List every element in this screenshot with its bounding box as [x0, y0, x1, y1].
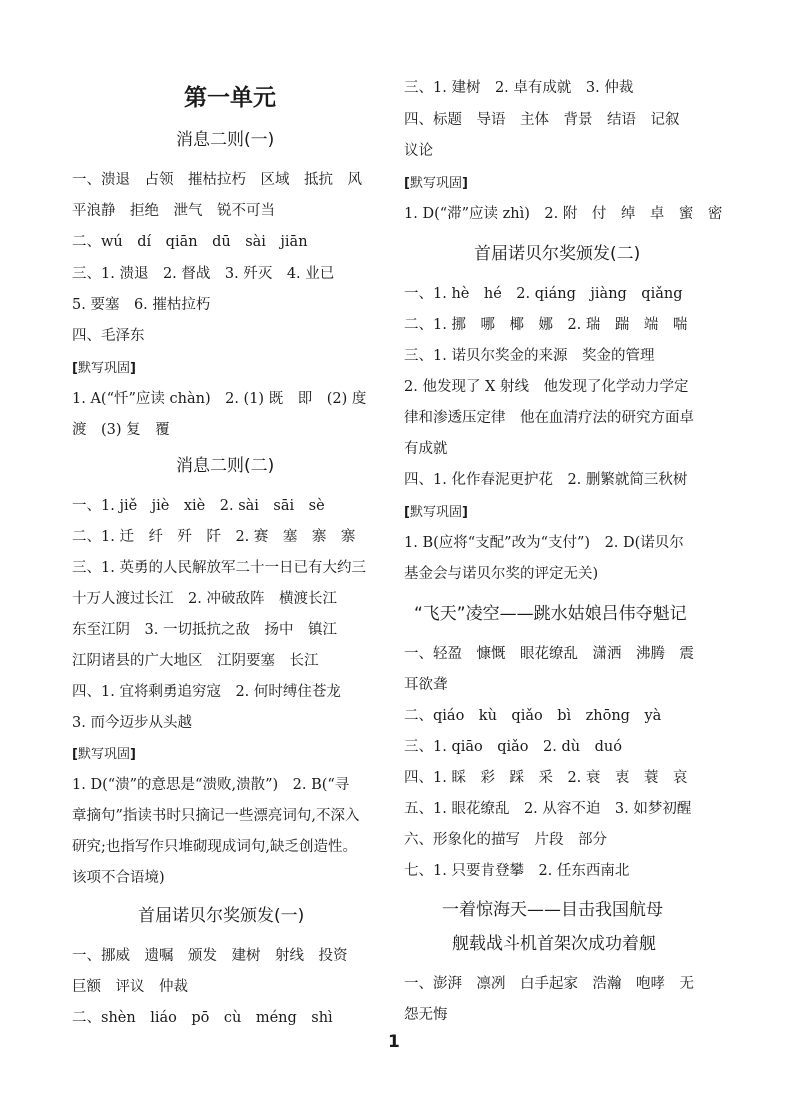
- answer-line: 六、形象化的描写 片段 部分: [404, 832, 607, 848]
- answer-line: 怨无悔: [404, 1007, 448, 1023]
- answer-line: 四、毛泽东: [72, 328, 145, 344]
- answer-line: 东至江阴 3. 一切抵抗之敌 扬中 镇江: [72, 622, 337, 638]
- answer-line: 基金会与诺贝尔奖的评定无关): [404, 566, 599, 582]
- answer-line: 三、1. 溃退 2. 督战 3. 歼灭 4. 业已: [72, 266, 335, 282]
- answer-line: 七、1. 只要肯登攀 2. 任东西南北: [404, 863, 630, 879]
- unit-title: 第一单元: [184, 85, 276, 111]
- answer-line: 三、1. 建树 2. 卓有成就 3. 仲裁: [404, 80, 634, 96]
- answer-line: 一、挪威 遗嘱 颁发 建树 射线 投资: [72, 948, 348, 964]
- answer-line: 5. 要塞 6. 摧枯拉朽: [72, 297, 211, 313]
- answer-line: 三、1. 诺贝尔奖金的来源 奖金的管理: [404, 348, 655, 364]
- review-tag: [默写巩固]: [404, 176, 468, 191]
- section-title-nobel-1: 首届诺贝尔奖颁发(一): [138, 906, 305, 926]
- answer-line: 四、1. 睬 彩 踩 采 2. 衰 衷 蓑 哀: [404, 770, 688, 786]
- answer-line: 江阴诸县的广大地区 江阴要塞 长江: [72, 653, 319, 669]
- answer-line: 一、轻盈 慷慨 眼花缭乱 潇洒 沸腾 震: [404, 646, 694, 662]
- answer-line: 二、1. 挪 哪 椰 娜 2. 瑞 踹 端 喘: [404, 317, 688, 333]
- answer-line: 二、wú dí qiān dū sài jiān: [72, 234, 308, 250]
- answer-line: 有成就: [404, 441, 448, 457]
- answer-line: 二、shèn liáo pō cù méng shì: [72, 1010, 333, 1026]
- page-number: 1: [388, 1032, 400, 1052]
- answer-line: 2. 他发现了 X 射线 他发现了化学动力学定: [404, 379, 689, 395]
- answer-line: 耳欲聋: [404, 677, 448, 693]
- answer-line: 议论: [404, 143, 433, 159]
- answer-line: 二、1. 迁 纤 歼 阡 2. 赛 塞 寨 寨: [72, 529, 356, 545]
- section-title-news-1: 消息二则(一): [176, 130, 275, 150]
- section-title-carrier-1: 一着惊海天——目击我国航母: [442, 900, 663, 920]
- section-title-news-2: 消息二则(二): [176, 456, 275, 476]
- answer-line: 四、标题 导语 主体 背景 结语 记叙: [404, 112, 680, 128]
- answer-line: 五、1. 眼花缭乱 2. 从容不迫 3. 如梦初醒: [404, 801, 692, 817]
- review-tag: [默写巩固]: [72, 361, 136, 376]
- answer-line: 十万人渡过长江 2. 冲破敌阵 横渡长江: [72, 591, 337, 607]
- answer-line: 章摘句”指读书时只摘记一些漂亮词句,不深入: [72, 808, 360, 824]
- answer-line: 研究;也指写作只堆砌现成词句,缺乏创造性。: [72, 839, 357, 855]
- answer-line: 1. A(“忏”应读 chàn) 2. (1) 既 即 (2) 度: [72, 391, 367, 407]
- review-tag: [默写巩固]: [72, 747, 136, 762]
- answer-line: 三、1. 英勇的人民解放军二十一日已有大约三: [72, 560, 366, 576]
- answer-line: 1. D(“溃”的意思是“溃败,溃散”) 2. B(“寻: [72, 777, 350, 793]
- answer-line: 1. B(应将“支配”改为“支付”) 2. D(诺贝尔: [404, 535, 684, 551]
- answer-line: 3. 而今迈步从头越: [72, 715, 192, 731]
- answer-line: 一、溃退 占领 摧枯拉朽 区域 抵抗 风: [72, 172, 362, 188]
- answer-line: 该项不合语境): [72, 870, 165, 886]
- answer-line: 渡 (3) 复 覆: [72, 422, 170, 438]
- answer-line: 律和渗透压定律 他在血清疗法的研究方面卓: [404, 410, 694, 426]
- answer-line: 二、qiáo kù qiǎo bì zhōng yà: [404, 708, 662, 724]
- answer-line: 平浪静 拒绝 泄气 锐不可当: [72, 203, 275, 219]
- answer-line: 四、1. 宜将剩勇追穷寇 2. 何时缚住苍龙: [72, 684, 341, 700]
- answer-line: 三、1. qiāo qiǎo 2. dù duó: [404, 739, 622, 755]
- answer-line: 一、1. hè hé 2. qiáng jiàng qiǎng: [404, 286, 683, 302]
- answer-line: 一、1. jiě jiè xiè 2. sài sāi sè: [72, 498, 325, 514]
- section-title-nobel-2: 首届诺贝尔奖颁发(二): [474, 244, 641, 264]
- answer-line: 巨额 评议 仲裁: [72, 979, 188, 995]
- answer-line: 1. D(“滞”应读 zhì) 2. 附 付 绰 卓 蜜 密: [404, 206, 723, 222]
- answer-line: 四、1. 化作春泥更护花 2. 删繁就简三秋树: [404, 472, 688, 488]
- section-title-carrier-2: 舰载战斗机首架次成功着舰: [452, 934, 656, 954]
- answer-line: 一、澎湃 凛冽 白手起家 浩瀚 咆哮 无: [404, 976, 694, 992]
- review-tag: [默写巩固]: [404, 505, 468, 520]
- section-title-fly: “飞天”凌空——跳水姑娘吕伟夺魁记: [414, 604, 687, 624]
